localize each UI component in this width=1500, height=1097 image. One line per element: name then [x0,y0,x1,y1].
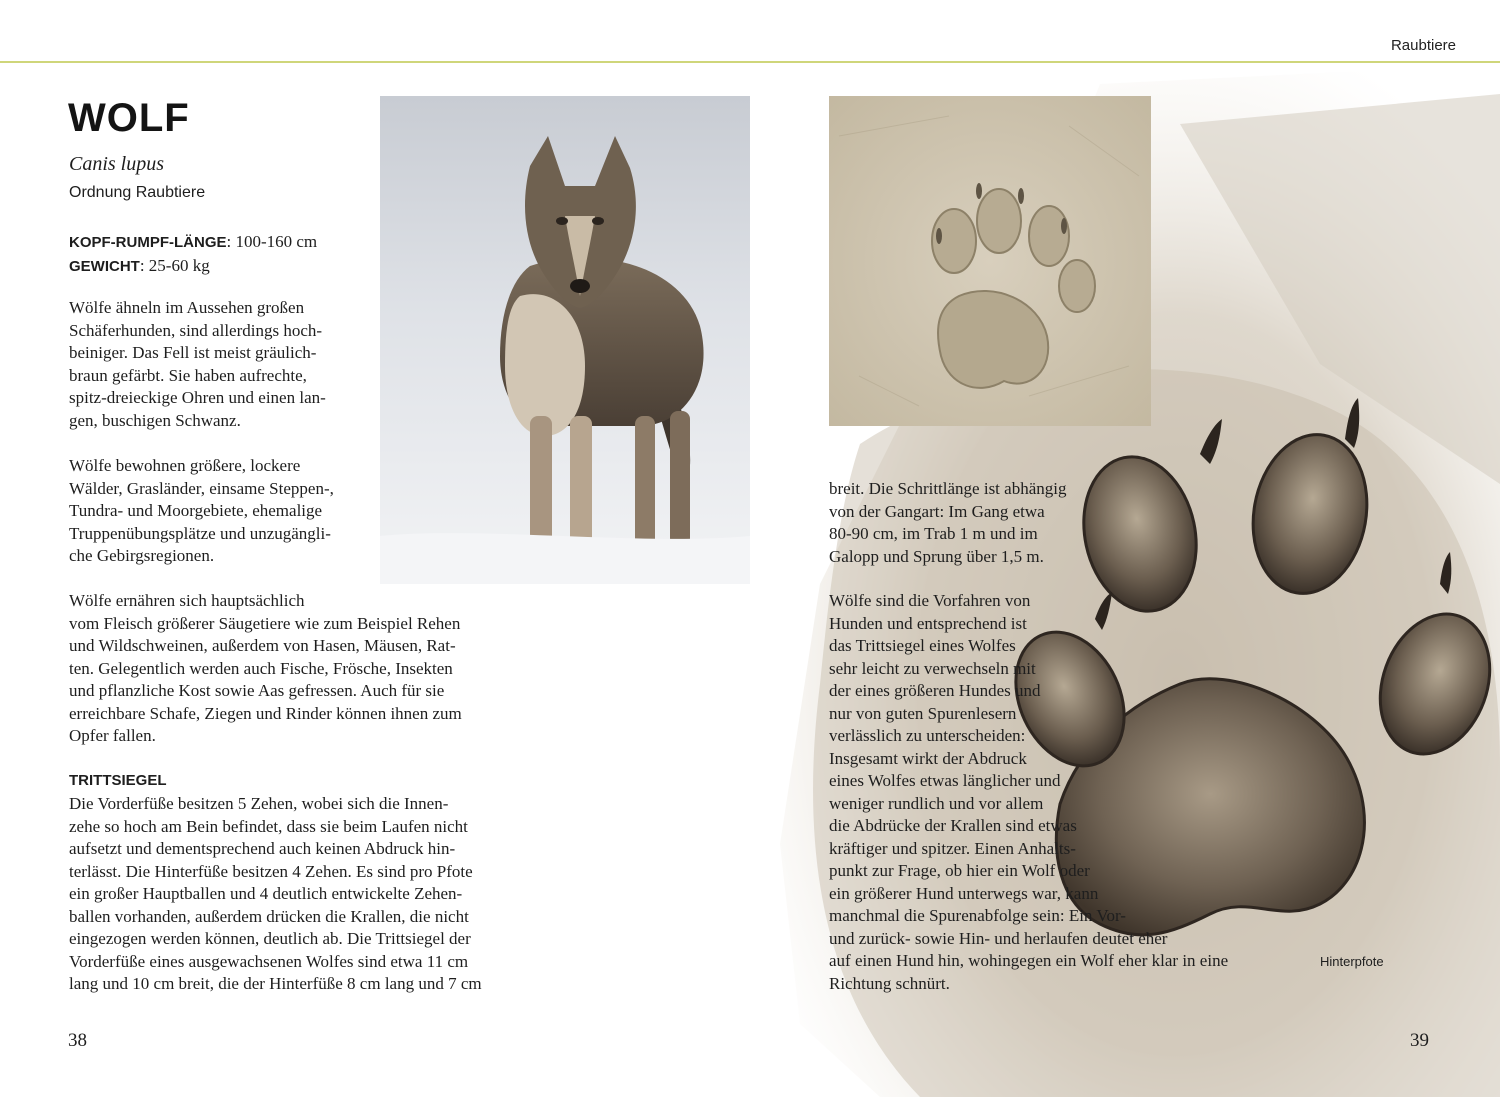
taxonomic-order: Ordnung Raubtiere [69,184,206,201]
text-line: Galopp und Sprung über 1,5 m. [829,546,1044,566]
page-number: 38 [68,1030,87,1051]
fact-label: GEWICHT [69,258,140,275]
text-line: und Wildschweinen, außerdem von Hasen, Mäusen, Rat- [69,636,456,655]
text-line: Insgesamt wirkt der Abdruck [829,748,1027,768]
text-line: aufsetzt und dementsprechend auch keinen Abdruck hin- [69,839,456,858]
text-line: Richtung schnürt. [829,973,950,993]
text-line: nur von guten Spurenlesern [829,703,1017,723]
text-line: Tundra- und Moorgebiete, ehemalige [69,501,323,520]
text-line: lang und 10 cm breit, die der Hinterfüße 8 cm lang und 7 cm [69,974,482,993]
text-line: Truppenübungsplätze und unzugängli- [69,523,331,543]
text-line: auf einen Hund hin, wohingegen ein Wolf eher klar in eine [829,951,1229,970]
text-line: punkt zur Frage, ob hier ein Wolf oder [829,861,1090,880]
text-line: eines Wolfes etwas länglicher und [829,771,1061,790]
fact-list [69,230,317,278]
text-line: Opfer fallen. [69,726,156,745]
text-line: ten. Gelegentlich werden auch Fische, Frösche, Insekten [69,658,453,678]
text-line: ein großer Hauptballen und 4 deutlich entwickelte Zehen- [69,884,463,903]
text-line: Wölfe sind die Vorfahren von [829,591,1031,610]
text-line: breit. Die Schrittlänge ist abhängig [829,479,1067,498]
text-line: Wölfe ähneln im Aussehen großen [69,298,305,317]
text-line: spitz-dreieckige Ohren und einen lan- [69,388,326,407]
latin-name: Canis lupus [69,153,165,175]
text-line: und zurück- sowie Hin- und herlaufen deutet eher [829,928,1168,948]
paragraph-appearance [69,297,326,432]
text-line: eingezogen werden können, deutlich ab. Die Trittsiegel der [69,929,471,948]
text-line: gen, buschigen Schwanz. [69,410,241,430]
paragraph-tracks [69,793,482,996]
page-number: 39 [1410,1030,1429,1051]
fact-value: : 25-60 kg [139,256,210,275]
text-line: sehr leicht zu verwechseln mit [829,658,1036,678]
text-line: die Abdrücke der Krallen sind etwas [829,816,1077,835]
text-line: das Trittsiegel eines Wolfes [829,636,1016,655]
fact-value: : 100-160 cm [226,232,318,251]
text-line: ein größerer Hund unterwegs war, kann [829,883,1099,903]
text-line: Hunden und entsprechend ist [829,613,1027,633]
section-label: Raubtiere [1390,37,1456,54]
text-line: terlässt. Die Hinterfüße besitzen 4 Zehen. Es sind pro Pfote [69,861,473,881]
paragraph-distinction [829,590,1228,995]
text-line: erreichbare Schafe, Ziegen und Rinder können ihnen zum [69,703,462,723]
text-line: von der Gangart: Im Gang etwa [829,501,1045,521]
section-heading-trittsiegel: TRITTSIEGEL [69,772,167,789]
text-line: beiniger. Das Fell ist meist gräulich- [69,343,317,362]
text-line: manchmal die Spurenabfolge sein: Ein Vor- [829,906,1126,925]
text-line: zehe so hoch am Bein befindet, dass sie beim Laufen nicht [69,816,468,836]
fact-body-length [69,230,317,254]
fact-label: KOPF-RUMPF-LÄNGE [69,234,227,251]
illustration-caption: Hinterpfote [1320,954,1384,969]
text-line: Schäferhunden, sind allerdings hoch- [69,320,323,340]
text-line: ballen vorhanden, außerdem drücken die Krallen, die nicht [69,906,469,926]
page-title: WOLF [68,96,190,140]
text-line: der eines größeren Hundes und [829,681,1041,700]
text-line: Wälder, Grasländer, einsame Steppen-, [69,478,334,498]
text-line: braun gefärbt. Sie haben aufrechte, [69,365,307,385]
fact-weight [69,254,317,278]
text-line: 80-90 cm, im Trab 1 m und im [829,524,1038,543]
track-photo [829,96,1151,426]
text-line: Die Vorderfüße besitzen 5 Zehen, wobei sich die Innen- [69,794,449,813]
text-line: weniger rundlich und vor allem [829,793,1044,813]
text-line: che Gebirgsregionen. [69,546,215,565]
text-line: Wölfe ernähren sich hauptsächlich [69,591,305,610]
text-line: verlässlich zu unterscheiden: [829,726,1026,745]
text-line: Vorderfüße eines ausgewachsenen Wolfes sind etwa 11 cm [69,951,469,971]
text-line: vom Fleisch größerer Säugetiere wie zum Beispiel Rehen [69,613,461,633]
text-line: kräftiger und spitzer. Einen Anhalts- [829,838,1076,858]
paragraph-stride [829,478,1066,568]
text-line: Wölfe bewohnen größere, lockere [69,456,301,475]
text-line: und pflanzliche Kost sowie Aas gefressen. Auch für sie [69,681,445,700]
wolf-photo [380,96,750,584]
paragraph-habitat [69,455,334,568]
paragraph-diet [69,590,462,748]
